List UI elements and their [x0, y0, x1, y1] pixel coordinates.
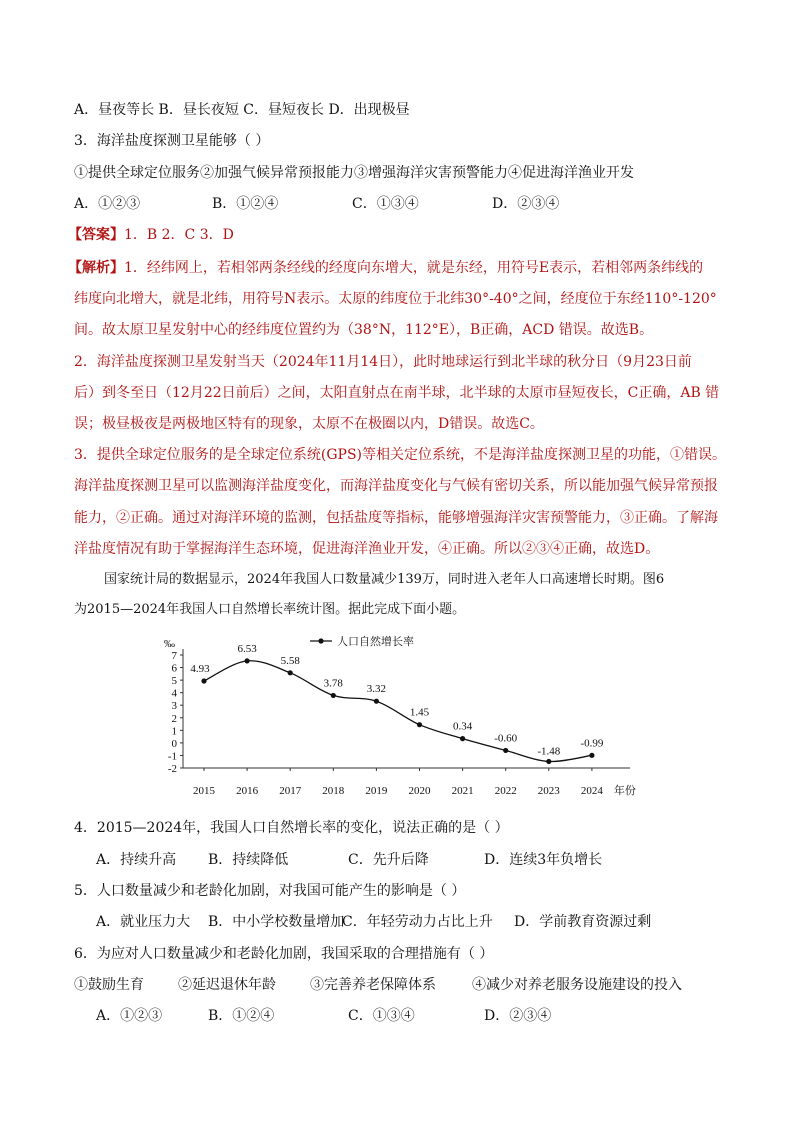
q6-option-d[interactable]: D．②③④: [484, 1008, 552, 1024]
q3-option-c[interactable]: C．①③④: [352, 196, 419, 212]
series-line: [204, 661, 592, 762]
data-point: [460, 736, 465, 741]
q4-options: [96, 850, 696, 870]
analysis-line-2: 纬度向北增大，就是北纬，用符号N表示。太原的纬度位于北纬30°-40°之间，经度位于东经110°-120°: [74, 291, 717, 307]
data-label: 3.32: [366, 683, 387, 696]
q6-option-c[interactable]: C．①③④: [348, 1008, 415, 1024]
q6-stem: 6．为应对人口数量减少和老龄化加剧，我国采取的合理措施有（ ）: [74, 946, 494, 962]
analysis-line-9: 能力，②正确。通过对海洋环境的监测，包括盐度等指标，能够增强海洋灾害预警能力，③正确。了解海: [74, 510, 718, 526]
y-tick-label: -2: [167, 763, 177, 775]
analysis-line-6: 误；极昼极夜是两极地区特有的现象，太原不在极圈以内，D错误。故选C。: [74, 416, 544, 432]
data-point: [331, 693, 336, 698]
data-point: [288, 670, 293, 675]
x-tick-label: 2021: [451, 785, 474, 797]
analysis-line-3: 间。故太原卫星发射中心的经纬度位置约为（38°N，112°E），B正确，ACD 错误。故选B。: [74, 322, 654, 338]
data-label: -0.99: [580, 737, 604, 750]
data-point: [245, 658, 250, 663]
y-tick-label: -1: [167, 750, 177, 763]
intro-line-2: 为2015—2024年我国人口自然增长率统计图。据此完成下面小题。: [74, 602, 466, 617]
x-tick-label: 2023: [537, 785, 560, 797]
data-point: [417, 722, 422, 727]
q6-item-3: ③完善养老保障体系: [310, 977, 436, 993]
data-label: 5.58: [280, 654, 300, 667]
q5-stem: 5．人口数量减少和老龄化加剧，对我国可能产生的影响是（ ）: [74, 883, 466, 899]
y-tick-label: 7: [171, 650, 177, 662]
population-growth-chart: [150, 628, 650, 806]
x-tick-label: 2018: [322, 785, 345, 797]
q4-option-c[interactable]: C．先升后降: [348, 852, 429, 868]
x-tick-label: 2024: [580, 785, 603, 797]
q5-option-d[interactable]: D．学前教育资源过剩: [514, 914, 652, 930]
analysis-line-1: [68, 258, 703, 278]
q3-option-a[interactable]: A．①②③: [74, 196, 141, 212]
q2-options: A．昼夜等长 B．昼长夜短 C．昼短夜长 D．出现极昼: [74, 102, 410, 118]
q3-stem: 3．海洋盐度探测卫星能够（ ）: [74, 133, 270, 149]
y-tick-label: 0: [171, 737, 177, 750]
analysis-line-8: 海洋盐度探测卫星可以监测海洋盐度变化，而海洋盐度变化与气候有密切关系，所以能加强气候异常预报: [74, 478, 718, 494]
chart-legend: [310, 634, 414, 648]
analysis-line-5: 后）到冬至日（12月22日前后）之间，太阳直射点在南半球，北半球的太原市昼短夜长，C正确，AB 错: [74, 385, 720, 401]
x-tick-label: 2017: [279, 785, 302, 797]
q5-option-a[interactable]: A．就业压力大: [96, 914, 191, 930]
q4-option-d[interactable]: D．连续3年负增长: [484, 852, 603, 868]
chart-series: [190, 643, 603, 764]
x-axis-unit: 年份: [613, 785, 636, 797]
q3-option-b[interactable]: B．①②④: [212, 196, 279, 212]
y-tick-label: 6: [171, 662, 177, 675]
data-label: 0.34: [452, 720, 473, 733]
data-point: [503, 748, 508, 753]
answer-line: [68, 225, 234, 245]
data-label: 3.78: [323, 677, 343, 690]
chart-x-ticks: [193, 768, 636, 797]
q6-option-a[interactable]: A．①②③: [96, 1008, 163, 1024]
data-label: 1.45: [409, 706, 430, 719]
analysis-line-4: 2．海洋盐度探测卫星发射当天（2024年11月14日），此时地球运行到北半球的秋分日（9月23日前: [74, 354, 692, 370]
data-label: 6.53: [237, 642, 257, 655]
q6-item-1: ①鼓励生育: [74, 977, 144, 993]
q5-options: [96, 912, 736, 932]
q6-items: [74, 975, 734, 995]
data-point: [589, 753, 594, 758]
q4-option-b[interactable]: B．持续降低: [208, 852, 289, 868]
q6-option-b[interactable]: B．①②④: [208, 1008, 275, 1024]
y-tick-label: 2: [171, 712, 177, 725]
y-tick-label: 1: [171, 725, 177, 738]
q3-option-d[interactable]: D．②③④: [492, 196, 560, 212]
y-axis-unit: ‰: [164, 638, 175, 650]
q5-option-c[interactable]: C．年轻劳动力占比上升: [342, 914, 493, 930]
analysis-line-7: 3．提供全球定位服务的是全球定位系统(GPS)等相关定位系统，不是海洋盐度探测卫星的功能，①错误。: [74, 447, 727, 463]
analysis-line-10: 洋盐度情况有助于掌握海洋生态环境，促进海洋渔业开发，④正确。所以②③④正确，故选D。: [74, 541, 660, 557]
q5-option-b[interactable]: B．中小学校数量增加: [208, 914, 345, 930]
q6-options: [96, 1006, 696, 1026]
q6-item-4: ④减少对养老服务设施建设的投入: [472, 977, 682, 993]
q3-items: ①提供全球定位服务②加强气候异常预报能力③增强海洋灾害预警能力④促进海洋渔业开发: [74, 165, 634, 181]
q4-stem: 4．2015—2024年，我国人口自然增长率的变化，说法正确的是（ ）: [74, 820, 509, 836]
analysis-text-1: 1．经纬网上，若相邻两条经线的经度向东增大，就是东经，用符号E表示，若相邻两条纬线的: [124, 260, 704, 276]
analysis-label: 【解析】: [68, 260, 124, 276]
answer-label: 【答案】: [68, 227, 124, 243]
answer-text: 1．B 2．C 3．D: [124, 227, 234, 243]
x-tick-label: 2015: [193, 785, 215, 797]
chart-y-ticks: [168, 650, 183, 775]
x-tick-label: 2020: [408, 785, 431, 797]
x-tick-label: 2022: [494, 785, 517, 797]
data-point: [201, 678, 206, 683]
data-point: [374, 699, 379, 704]
legend-marker: [318, 638, 323, 643]
y-tick-label: 4: [171, 687, 177, 700]
y-tick-label: 3: [171, 700, 177, 713]
data-label: 4.93: [190, 662, 210, 675]
q6-item-2: ②延迟退休年龄: [178, 977, 276, 993]
intro-line-1: 国家统计局的数据显示，2024年我国人口数量减少139万，同时进入老年人口高速增长时期。图6: [104, 572, 665, 587]
data-point: [546, 759, 551, 764]
x-tick-label: 2019: [365, 785, 388, 797]
legend-label: 人口自然增长率: [337, 636, 414, 648]
q3-options: [74, 194, 674, 214]
q4-option-a[interactable]: A．持续升高: [96, 852, 177, 868]
data-label: -1.48: [537, 745, 561, 758]
y-tick-label: 5: [171, 675, 177, 688]
x-tick-label: 2016: [236, 785, 259, 797]
data-label: -0.60: [494, 732, 518, 745]
